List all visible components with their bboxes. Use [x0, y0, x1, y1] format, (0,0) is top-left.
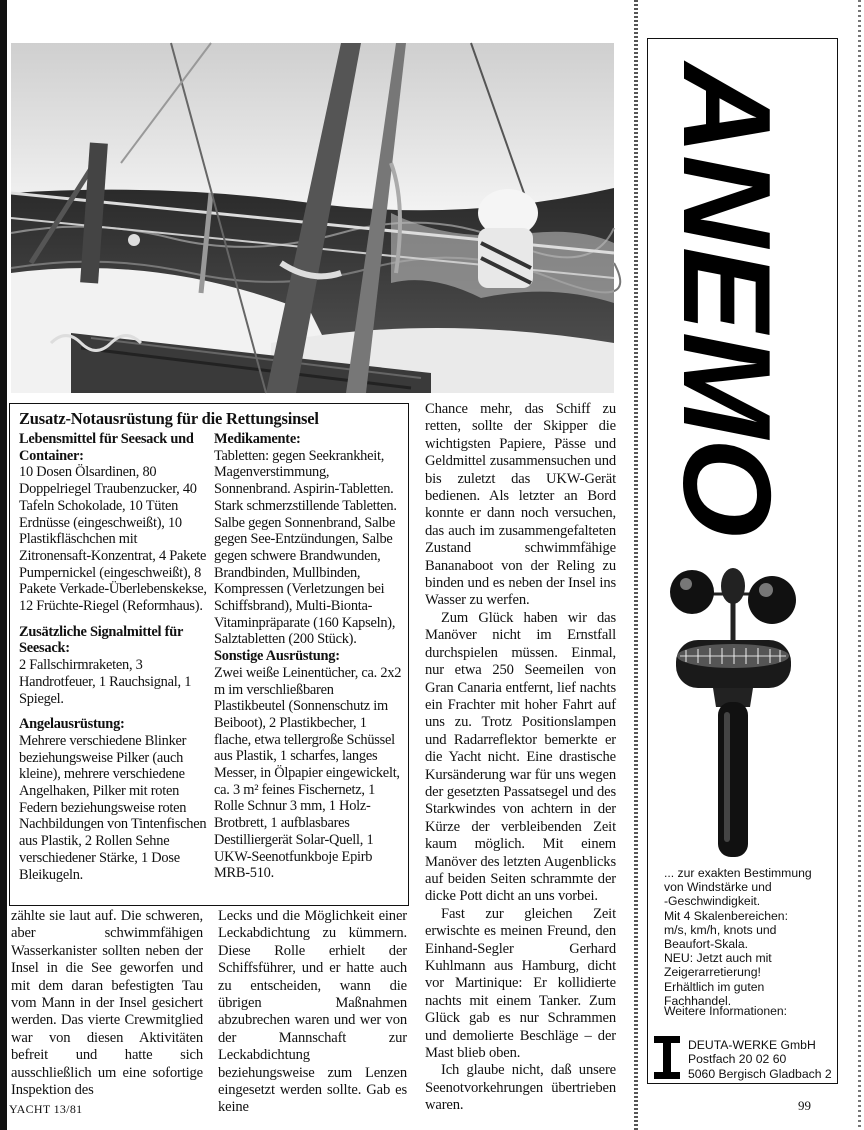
article-paragraph: Chance mehr, das Schiff zu retten, sollte der Skipper die wichtigsten Papiere, Pässe und Geldmittel zusammensuchen und bis zuletzt das UKW-Gerät bedienen. Als letzter an Bord konnte er dann noch versuchen, das auch im zusammengefalteten Zustand schwimmfähige Bananaboot von der Reling zu binden und es neben der Insel ins Wasser zu werfen. — [425, 401, 616, 609]
ad-text-line: von Windstärke und — [664, 880, 772, 895]
ad-text-line: ... zur exakten Bestimmung — [664, 866, 812, 880]
address-line: Postfach 20 02 60 — [688, 1052, 787, 1067]
sidebar-title: Zusatz-Notausrüstung für die Rettungsinsel — [19, 409, 319, 428]
ad-text-line: Fachhandel. — [664, 993, 732, 1008]
sidebar-heading: Angelausrüstung: — [19, 716, 125, 733]
sailboat-storm-photo — [11, 43, 614, 393]
anemo-brand-text: ANEMO — [657, 63, 795, 525]
article-column-1 — [11, 908, 203, 1099]
right-edge-rule — [858, 0, 861, 1130]
address-line: DEUTA-WERKE GmbH — [688, 1038, 816, 1052]
sidebar-column-1 — [19, 431, 211, 883]
ad-description — [664, 866, 832, 1008]
gutter-rule — [634, 0, 638, 1130]
sidebar-text: Mehrere verschiedene Blinker beziehungsweise Pilker (auch kleine), mehrere verschiedene Angelhaken, Pilker mit roten Federn beziehungsweise roten Nachbildungen von Tintenfischen aus Plastik, 2 Rollen Sehne verschiedener Stärke, 1 Dose Bleikugeln. — [19, 732, 207, 883]
deuta-logo-icon — [654, 1036, 680, 1079]
anemometer-icon — [668, 562, 798, 862]
article-paragraph: Fast zur gleichen Zeit erwischte es meinen Freund, den Einhand-Segler Gerhard Kuhlmann aus Hamburg, dicht vor Martinique: Er kollidierte nachts mit einem Tanker. Zum Glück gab es nur Schrammen und demolierte Beschläge – der Mast blieb oben. — [425, 905, 616, 1062]
address-line: 5060 Bergisch Gladbach 2 — [688, 1066, 832, 1081]
ad-text-line: -Geschwindigkeit. — [664, 894, 761, 909]
ad-text-line: NEU: Jetzt auch mit — [664, 951, 772, 966]
ad-text-line: Beaufort-Skala. — [664, 937, 749, 952]
anemo-brand-logo — [657, 60, 795, 540]
article-paragraph: Ich glaube nicht, daß unsere Seenotvorkehrungen übertrieben waren. — [425, 1062, 616, 1114]
sidebar-heading: Medikamente: — [214, 431, 301, 447]
sidebar-text: 10 Dosen Ölsardinen, 80 Doppelriegel Traubenzucker, 40 Tafeln Schokolade, 10 Tüten Erdnüsse (eingeschweißt), 10 Plastikfläschchen mit Zitronensaft-Konzentrat, 4 Pakete Pumpernickel (eingeschweißt), 8 Pakete Verkade-Überlebenskekse, 12 Früchte-Riegel (Reformhaus). — [19, 464, 207, 615]
article-column-3 — [425, 401, 616, 1115]
sidebar-text: Tabletten: gegen Seekrankheit, Magenverstimmung, Sonnenbrand. Aspirin-Tabletten. Stark schmerzstillende Tabletten. Salbe gegen Sonnenbrand, Salbe gegen See-Entzündungen, Salbe gegen schwere Brandwunden, Brandbinden, Mullbinden, Kompressen (Verletzungen bei Schiffsbrand), Multi-Bionta-Vitaminpräparate (160 Kapseln), Salztabletten (200 Stück). — [214, 447, 397, 648]
sidebar-heading: Sonstige Ausrüstung: — [214, 648, 340, 665]
deuta-address — [688, 1038, 832, 1081]
sidebar-text: 2 Fallschirmraketen, 3 Handrotfeuer, 1 Rauchsignal, 1 Spiegel. — [19, 657, 192, 707]
sidebar-heading: Zusätzliche Signalmittel für Seesack: — [19, 623, 183, 657]
page-number: 99 — [798, 1098, 811, 1113]
photo-illustration — [11, 43, 614, 393]
magazine-issue: YACHT 13/81 — [9, 1102, 83, 1116]
binding-edge — [0, 0, 7, 1130]
ad-text-line: Erhältlich im guten — [664, 979, 765, 994]
sidebar-text: Zwei weiße Leinentücher, ca. 2x2 m im verschließbaren Plastikbeutel (Sonnenschutz im Beiboot), 2 Plastikbecher, 1 flache, etwa tellergroße Schüssel aus Plastik, 1 scharfes, langes Messer, in Ölpapier eingewickelt, ca. 3 m² feines Fischernetz, 1 Rolle Schnur 3 mm, 1 Holz-Brotbrett, 1 aufblasbares Destilliergerät Solar-Quell, 1 UKW-Seenotfunkboje Epirb MRB-510. — [214, 664, 402, 882]
ad-more-info: Weitere Informationen: — [664, 1004, 788, 1018]
article-column-2 — [218, 908, 407, 1117]
ad-text-line: Mit 4 Skalenbereichen: — [664, 908, 788, 923]
ad-text-line: Zeigerarretierung! — [664, 965, 761, 980]
ad-text-line: m/s, km/h, knots und — [664, 922, 777, 937]
sidebar-column-2 — [214, 431, 403, 882]
article-paragraph: Zum Glück haben wir das Manöver nicht im Ernstfall durchspielen müssen. Einmal, nur etwa 250 Seemeilen von Gran Canaria entfernt, lief nachts ein Frachter mit hoher Fahrt auf uns zu. Trotz Positionslampen und Radarreflektor bemerkte er die Yacht nicht. Eine drastische Kursänderung war für uns wegen der gesetzten Passatsegel und des Starkwindes von achtern in der Kürze der verbleibenden Zeit kaum möglich. Mit einem Manöver des letzten Augenblicks auf beiden Seiten schrammte der dicke Pott dicht an uns vorbei. — [425, 609, 616, 905]
sidebar-heading: Lebensmittel für Seesack und Container: — [19, 431, 194, 464]
article-paragraph: zählte sie laut auf. Die schweren, aber schwimmfähigen Wasserkanister sollten neben der Insel in die See geworfen und mit dem daran befestigten Tau vom Mann in der Insel gesichert werden. Das vierte Crewmitglied war von diesen Aktivitäten befreit und hatte sich ausschließlich um eine sofortige Inspektion des — [11, 908, 203, 1099]
article-paragraph: Lecks und die Möglichkeit einer Leckabdichtung zu kümmern. Diese Rolle erhielt der Schiffsführer, und er hatte auch zu entscheiden, wann die übrigen Maßnahmen abzubrechen waren und wer von der Mannschaft zur Leckabdichtung beziehungsweise zum Lenzen eingesetzt werden sollte. Gab es keine — [218, 908, 407, 1116]
